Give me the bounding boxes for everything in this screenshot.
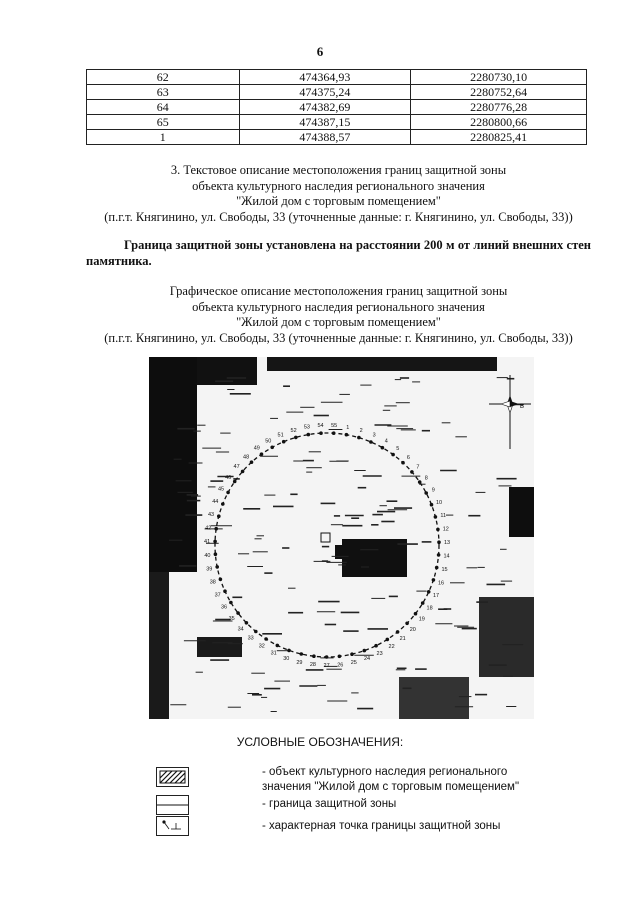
point-marker-icon <box>157 817 188 835</box>
boundary-point <box>214 527 218 531</box>
graphic-line4: (п.г.т. Княгинино, ул. Свободы, 33 (уточненные данные: г. Княгинино, ул. Свободы, 33)) <box>104 330 573 345</box>
compass-icon <box>489 375 531 449</box>
boundary-point <box>391 453 395 457</box>
boundary-point <box>396 630 400 634</box>
boundary-point <box>435 566 439 570</box>
boundary-point-label: 44 <box>212 499 219 506</box>
section3-line4: (п.г.т. Княгинино, ул. Свободы, 33 (уточненные данные: г. Княгинино, ул. Свободы, 33)) <box>104 209 573 224</box>
boundary-point-label: 25 <box>350 660 357 666</box>
boundary-point-label: 12 <box>442 526 449 533</box>
boundary-point <box>276 644 280 648</box>
table-cell: 62 <box>87 70 240 85</box>
legend-point-swatch <box>156 816 189 836</box>
boundary-point-label: 36 <box>220 604 228 611</box>
table-cell: 474388,57 <box>239 130 411 145</box>
section3-line1: 3. Текстовое описание местоположения границ защитной зоны <box>170 163 507 177</box>
boundary-point-label: 34 <box>237 626 244 633</box>
boundary-point-label: 20 <box>409 626 416 633</box>
boundary-point <box>369 440 373 444</box>
boundary-point <box>374 644 378 648</box>
graphic-line1: Графическое описание местоположения границ защитной зоны <box>169 284 508 298</box>
boundary-point-label: 43 <box>207 512 215 519</box>
boundary-point-label: 19 <box>418 616 425 623</box>
boundary-point-label: 3 <box>372 432 376 439</box>
boundary-point-label: 1 <box>346 424 350 431</box>
section3-line2: объекта культурного наследия регионального значения <box>192 178 485 193</box>
map-dark-area <box>399 677 469 719</box>
boundary-point-label: 22 <box>388 644 395 651</box>
boundary-point-label: 13 <box>443 540 451 546</box>
boundary-point <box>350 652 354 656</box>
table-row <box>87 70 587 85</box>
boundary-point <box>325 655 329 659</box>
boundary-point-label: 49 <box>253 445 260 452</box>
boundary-point-label: 30 <box>283 655 290 662</box>
boundary-point <box>424 491 428 495</box>
boundary-paragraph: Граница защитной зоны установлена на расстоянии 200 м от линий внешних стен памятника. <box>86 238 591 268</box>
boundary-point <box>294 436 298 440</box>
boundary-point <box>213 540 217 544</box>
boundary-point-label: 17 <box>432 593 440 600</box>
boundary-point-label: 16 <box>437 580 445 587</box>
boundary-point-label: 10 <box>435 499 443 506</box>
boundary-point-label: 2 <box>359 428 363 434</box>
boundary-point <box>421 601 425 605</box>
boundary-point <box>437 540 441 544</box>
legend-heritage-swatch <box>156 767 189 787</box>
boundary-point <box>215 565 219 569</box>
boundary-point <box>319 431 323 435</box>
boundary-point-label: 42 <box>205 525 212 532</box>
section3-line3: "Жилой дом с торговым помещением" <box>236 194 441 208</box>
boundary-point <box>386 638 390 642</box>
boundary-point-label: 9 <box>431 487 435 494</box>
boundary-point-label: 35 <box>228 616 235 622</box>
table-cell: 64 <box>87 100 240 115</box>
boundary-point <box>401 461 405 465</box>
boundary-point <box>410 470 414 474</box>
legend-boundary-swatch <box>156 795 189 815</box>
legend-boundary-text: - граница защитной зоны <box>262 798 397 810</box>
table-row <box>87 115 587 130</box>
boundary-point <box>357 436 361 440</box>
boundary-point <box>241 470 245 474</box>
boundary-point-label: 8 <box>424 475 428 482</box>
table-row <box>87 85 587 100</box>
boundary-point <box>312 654 316 658</box>
boundary-point <box>287 649 291 653</box>
boundary-point-label: 32 <box>258 643 265 650</box>
map-dark-area <box>509 487 534 537</box>
table-cell: 474375,24 <box>239 85 411 100</box>
legend-point-text: - характерная точка границы защитной зоны <box>262 820 501 832</box>
heritage-building <box>335 545 353 559</box>
boundary-point-label: 15 <box>441 567 448 574</box>
table-cell: 474382,69 <box>239 100 411 115</box>
boundary-point-label: 23 <box>376 650 383 657</box>
boundary-point <box>226 491 230 495</box>
map-dark-area <box>149 572 169 719</box>
boundary-point <box>345 433 349 437</box>
boundary-point-label: 53 <box>303 424 310 431</box>
boundary-point <box>219 578 223 582</box>
boundary-point-label: 24 <box>363 656 371 663</box>
table-cell: 65 <box>87 115 240 130</box>
boundary-point-label: 38 <box>209 579 216 586</box>
boundary-point-label: 50 <box>265 438 272 445</box>
boundary-point <box>236 611 240 615</box>
boundary-point <box>217 514 221 518</box>
boundary-point <box>260 452 264 456</box>
boundary-point-label: 45 <box>217 486 225 493</box>
boundary-point <box>214 552 218 556</box>
graphic-line3: "Жилой дом с торговым помещением" <box>236 315 441 329</box>
table-cell: 2280730,10 <box>411 70 587 85</box>
boundary-point <box>221 502 225 506</box>
boundary-point-label: 14 <box>443 553 450 560</box>
compass-label: В <box>520 404 525 410</box>
coordinates-table <box>86 69 587 145</box>
legend-heritage-text <box>262 765 519 795</box>
legend-item1-line2: значения "Жилой дом с торговым помещением" <box>262 781 520 793</box>
page-number: 6 <box>316 44 324 59</box>
boundary-point-label: 54 <box>317 423 324 430</box>
boundary-point-label: 28 <box>309 662 316 669</box>
boundary-point <box>245 621 249 625</box>
boundary-point <box>300 652 304 656</box>
boundary-point <box>434 515 438 519</box>
boundary-point-label: 41 <box>204 539 211 546</box>
boundary-point-label: 31 <box>270 650 277 657</box>
boundary-point <box>432 578 436 582</box>
boundary-point <box>229 601 233 605</box>
boundary-point-label: 27 <box>323 663 330 669</box>
table-cell: 63 <box>87 85 240 100</box>
boundary-point-label: 26 <box>337 662 344 669</box>
legend-item1-line1: - объект культурного наследия регионального <box>262 766 508 778</box>
map-dark-area <box>267 357 497 371</box>
graphic-heading <box>86 284 591 346</box>
map-dark-area <box>197 637 242 657</box>
boundary-point <box>233 480 237 484</box>
table-cell: 2280825,41 <box>411 130 587 145</box>
boundary-point-label: 33 <box>247 635 254 642</box>
graphic-line2: объекта культурного наследия регионального значения <box>192 299 485 314</box>
zone-map <box>149 357 534 719</box>
section3-heading <box>86 163 591 225</box>
boundary-point-label: 51 <box>277 432 284 439</box>
boundary-point <box>307 433 311 437</box>
boundary-point-label: 40 <box>204 552 211 559</box>
boundary-point <box>250 460 254 464</box>
legend-title: УСЛОВНЫЕ ОБОЗНАЧЕНИЯ: <box>236 735 404 749</box>
boundary-point-label: 39 <box>206 566 213 573</box>
boundary-point <box>332 431 336 435</box>
boundary-point-label: 55 <box>331 423 338 430</box>
table-row <box>87 130 587 145</box>
boundary-point-label: 46 <box>225 475 232 481</box>
boundary-point <box>437 553 441 557</box>
table-row <box>87 100 587 115</box>
boundary-point <box>414 612 418 616</box>
table-cell: 474387,15 <box>239 115 411 130</box>
boundary-point <box>418 480 422 484</box>
boundary-point <box>282 440 286 444</box>
boundary-point <box>363 649 367 653</box>
boundary-point-label: 21 <box>399 636 406 643</box>
boundary-point-label: 18 <box>426 605 433 612</box>
boundary-point <box>264 637 268 641</box>
boundary-point <box>430 503 434 507</box>
boundary-point <box>427 590 431 594</box>
boundary-point-label: 52 <box>290 427 297 434</box>
boundary-point-label: 47 <box>233 464 240 471</box>
hatch-icon <box>157 768 188 786</box>
table-cell: 474364,93 <box>239 70 411 85</box>
boundary-point-label: 5 <box>396 446 400 453</box>
boundary-point-label: 6 <box>406 454 410 461</box>
boundary-line-icon <box>157 796 188 814</box>
table-cell: 2280800,66 <box>411 115 587 130</box>
boundary-point <box>436 528 440 532</box>
boundary-point <box>338 655 342 659</box>
boundary-point <box>223 589 227 593</box>
table-cell: 1 <box>87 130 240 145</box>
boundary-point <box>254 630 258 634</box>
boundary-point <box>405 622 409 626</box>
boundary-point-label: 48 <box>243 454 250 461</box>
table-cell: 2280776,28 <box>411 100 587 115</box>
boundary-point <box>270 446 274 450</box>
boundary-point-label: 37 <box>214 592 221 599</box>
boundary-point-label: 4 <box>384 438 388 445</box>
boundary-point-label: 7 <box>416 464 420 471</box>
heritage-marker <box>321 533 330 542</box>
table-cell: 2280752,64 <box>411 85 587 100</box>
boundary-point <box>381 446 385 450</box>
zone-map-svg <box>149 357 534 719</box>
boundary-point-label: 11 <box>440 512 447 519</box>
boundary-point-label: 29 <box>296 659 303 666</box>
